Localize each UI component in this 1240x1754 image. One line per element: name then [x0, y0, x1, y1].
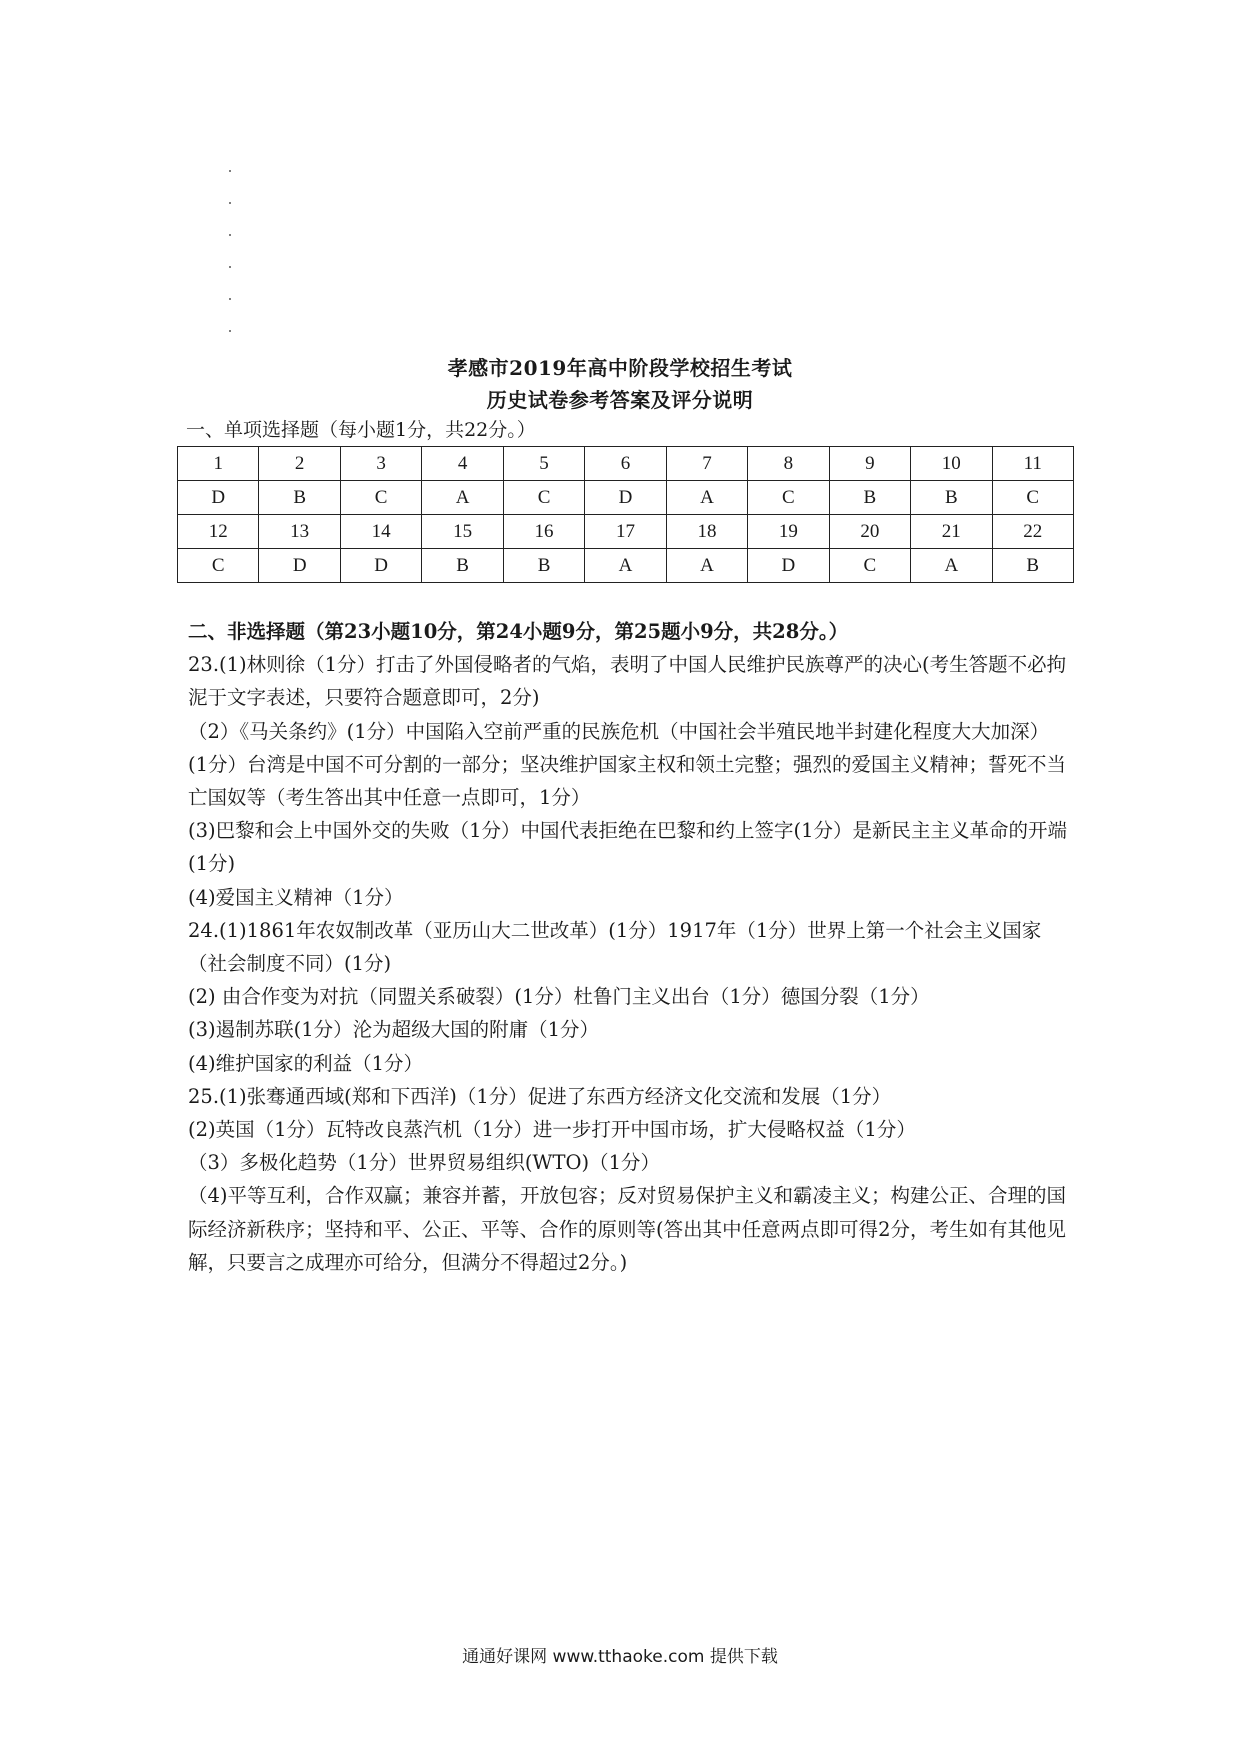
q24-part4: (4)维护国家的利益（1分） — [188, 1051, 424, 1075]
q24-part1: 24.(1)1861年农奴制改革（亚历山大二世改革）(1分）1917年（1分）世界上第一个社会主义国家（社会制度不同）(1分) — [188, 918, 1042, 976]
q25-part3: （3）多极化趋势（1分）世界贸易组织(WTO)（1分） — [188, 1151, 660, 1175]
table-cell: C — [178, 549, 259, 583]
table-cell: D — [178, 481, 259, 515]
q24-part3: (3)遏制苏联(1分）沦为超级大国的附庸（1分） — [188, 1018, 600, 1042]
table-row — [178, 515, 1074, 549]
answer-table — [177, 446, 1074, 583]
table-cell: D — [585, 481, 666, 515]
table-cell: D — [259, 549, 340, 583]
table-cell: 22 — [992, 515, 1073, 549]
section1-heading: 一、单项选择题（每小题1分，共22分。） — [186, 419, 536, 441]
q23-part2: （2）《马关条约》(1分）中国陷入空前严重的民族危机（中国社会半殖民地半封建化程度大大加深）(1分）台湾是中国不可分割的一部分；坚决维护国家主权和领土完整；强烈的爱国主义精神；誓死不当亡国奴等（考生答出其中任意一点即可，1分） — [188, 719, 1067, 810]
footer-watermark: 通通好课网 www.tthaoke.com 提供下载 — [462, 1647, 778, 1667]
table-cell: C — [748, 481, 829, 515]
section2-body — [188, 615, 1068, 1279]
table-row — [178, 549, 1074, 583]
table-cell: D — [340, 549, 421, 583]
table-cell: B — [422, 549, 503, 583]
table-cell: A — [585, 549, 666, 583]
table-cell: B — [829, 481, 910, 515]
q24-part2: (2) 由合作变为对抗（同盟关系破裂）(1分）杜鲁门主义出台（1分）德国分裂（1分） — [188, 985, 930, 1009]
table-cell: A — [666, 549, 747, 583]
table-cell: 3 — [340, 447, 421, 481]
table-cell: C — [829, 549, 910, 583]
table-cell: 16 — [503, 515, 584, 549]
table-cell: 5 — [503, 447, 584, 481]
q23-part3: (3)巴黎和会上中国外交的失败（1分）中国代表拒绝在巴黎和约上签字(1分）是新民主主义革命的开端(1分) — [188, 819, 1068, 876]
table-cell: 15 — [422, 515, 503, 549]
page-subtitle: 历史试卷参考答案及评分说明 — [486, 388, 754, 412]
table-cell: 2 — [259, 447, 340, 481]
table-cell: 1 — [178, 447, 259, 481]
table-cell: A — [666, 481, 747, 515]
table-cell: 6 — [585, 447, 666, 481]
table-cell: 10 — [911, 447, 992, 481]
table-cell: A — [911, 549, 992, 583]
table-cell: 9 — [829, 447, 910, 481]
table-cell: 11 — [992, 447, 1073, 481]
section2-heading: 二、非选择题（第23小题10分，第24小题9分，第25题小9分，共28分。） — [188, 620, 849, 643]
q25-part1: 25.(1)张骞通西域(郑和下西洋)（1分）促进了东西方经济文化交流和发展（1分） — [188, 1084, 892, 1108]
q23-part4: (4)爱国主义精神（1分） — [188, 885, 404, 909]
table-cell: A — [422, 481, 503, 515]
table-cell: C — [503, 481, 584, 515]
table-cell: 13 — [259, 515, 340, 549]
table-cell: 21 — [911, 515, 992, 549]
table-cell: C — [340, 481, 421, 515]
table-cell: B — [911, 481, 992, 515]
table-cell: 19 — [748, 515, 829, 549]
table-cell: D — [748, 549, 829, 583]
table-cell: B — [992, 549, 1073, 583]
table-cell: 18 — [666, 515, 747, 549]
table-cell: 8 — [748, 447, 829, 481]
q25-part2: (2)英国（1分）瓦特改良蒸汽机（1分）进一步打开中国市场，扩大侵略权益（1分） — [188, 1118, 916, 1142]
table-row — [178, 447, 1074, 481]
q23-part1: 23.(1)林则徐（1分）打击了外国侵略者的气焰，表明了中国人民维护民族尊严的决心(考生答题不必拘泥于文字表述，只要符合题意即可，2分) — [188, 653, 1067, 710]
table-cell: 4 — [422, 447, 503, 481]
table-cell: 14 — [340, 515, 421, 549]
table-cell: 12 — [178, 515, 259, 549]
table-cell: 17 — [585, 515, 666, 549]
table-cell: 7 — [666, 447, 747, 481]
table-cell: 20 — [829, 515, 910, 549]
page-title: 孝感市2019年高中阶段学校招生考试 — [447, 356, 793, 380]
table-cell: B — [259, 481, 340, 515]
table-row — [178, 481, 1074, 515]
table-cell: B — [503, 549, 584, 583]
table-cell: C — [992, 481, 1073, 515]
q25-part4: （4)平等互利，合作双赢；兼容并蓄，开放包容；反对贸易保护主义和霸凌主义；构建公正、合理的国际经济新秩序；坚持和平、公正、平等、合作的原则等(答出其中任意两点即可得2分，考生如有其他见解，只要言之成理亦可给分，但满分不得超过2分。) — [188, 1184, 1067, 1274]
